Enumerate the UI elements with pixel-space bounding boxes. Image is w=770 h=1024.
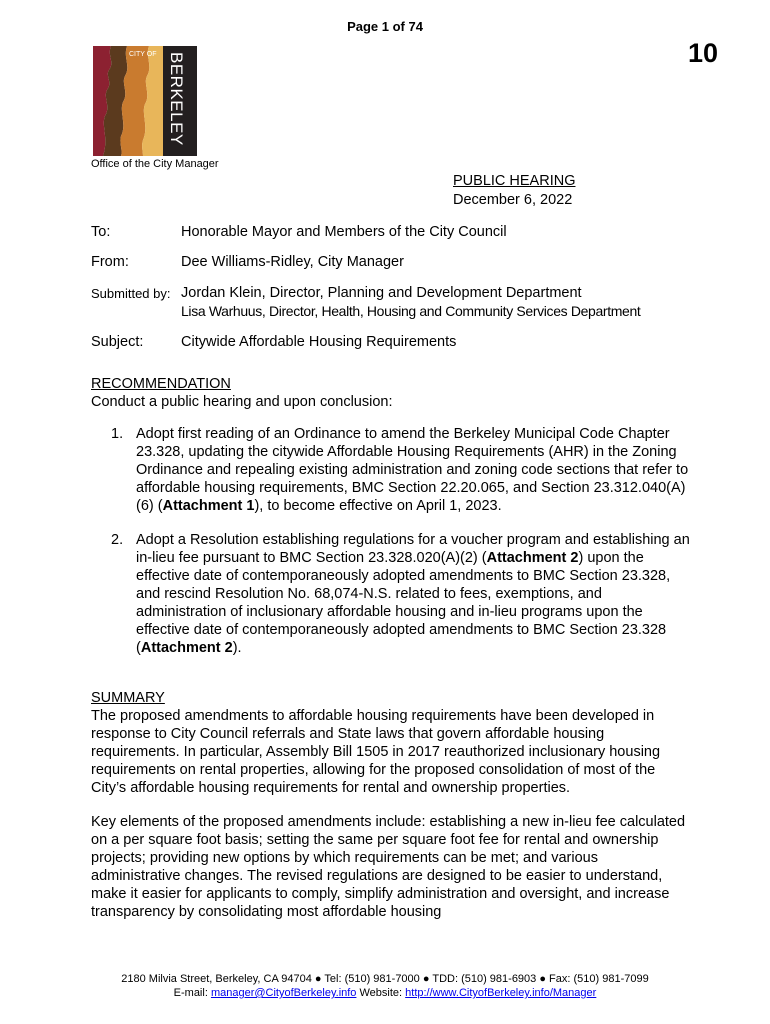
hearing-title: PUBLIC HEARING: [453, 173, 576, 189]
summary-paragraph-1: The proposed amendments to affordable housing requirements have been developed in response to City Council referrals and State laws that govern affordable housing requirements. In particular, Assembly Bill 1505 in 2017 reauthorized inclusionary housing requirements on rental properties, allowing for the proposed consolidation of most of the City’s affordable housing requirements for rental and ownership properties.: [91, 708, 661, 796]
list-item: [91, 531, 691, 657]
footer: [0, 972, 770, 1000]
to-value: Honorable Mayor and Members of the City Council: [181, 224, 507, 240]
from-label: From:: [91, 254, 129, 270]
summary-heading: SUMMARY: [91, 690, 165, 706]
attachment-ref: Attachment 1: [162, 498, 255, 514]
logo-text-city-of: CITY OF: [129, 51, 157, 58]
to-label: To:: [91, 224, 111, 240]
recommendation-section: [91, 375, 691, 411]
agenda-item-number: 10: [687, 38, 718, 68]
page-indicator: Page 1 of 74: [347, 19, 423, 34]
website-label: Website:: [359, 987, 403, 999]
logo-text-berkeley: BERKELEY: [167, 52, 186, 146]
footer-address: 2180 Milvia Street, Berkeley, CA 94704 ● Tel: (510) 981-7000 ● TDD: (510) 981-6903 ● Fax: (510) 981-7099: [121, 973, 649, 985]
list-item-number: 2.: [111, 532, 124, 548]
summary-section: [91, 689, 691, 921]
submitted-by-label: Submitted by:: [91, 286, 171, 301]
email-label: E-mail:: [173, 987, 208, 999]
subject-value: Citywide Affordable Housing Requirements: [181, 334, 457, 350]
attachment-ref: Attachment 2: [140, 640, 233, 656]
recommendation-intro: Conduct a public hearing and upon conclusion:: [91, 394, 393, 410]
list-item-text-middle: ) upon the effective date of contemporaneously adopted amendments to BMC Section 23.328, and rescind Resolution No. 68,074-N.S. related to fees, exemptions, and administration of inclusionary affordable housing and in-lieu programs upon the effective date of contemporaneously adopted amendments to BMC Section 23.328 (: [136, 550, 671, 656]
list-item: [91, 425, 691, 515]
recommendation-list: [91, 425, 691, 657]
list-item-text-end: ), to become effective on April 1, 2023.: [254, 498, 502, 514]
city-of-berkeley-logo: [93, 46, 197, 156]
hearing-date: December 6, 2022: [453, 192, 573, 208]
submitted-by-value-1: Jordan Klein, Director, Planning and Development Department: [181, 285, 582, 301]
list-item-text: Adopt first reading of an Ordinance to amend the Berkeley Municipal Code Chapter 23.328, updating the citywide Affordable Housing Requirements (AHR) in the Zoning Ordinance and repealing existing administration and zoning code sections that refer to affordable housing requirements, BMC Section 22.20.065, and Section 23.312.040(A)(6) (: [136, 426, 689, 514]
submitted-by-value-2: Lisa Warhuus, Director, Health, Housing and Community Services Department: [181, 303, 641, 319]
hearing-block: [453, 172, 575, 210]
from-value: Dee Williams-Ridley, City Manager: [181, 254, 404, 270]
list-item-text-end: ).: [232, 640, 242, 656]
subject-label: Subject:: [91, 334, 144, 350]
summary-paragraph-2: Key elements of the proposed amendments include: establishing a new in-lieu fee calculated on a per square foot basis; setting the same per square foot fee for rental and ownership projects; providing new options by which requirements can be met; and various administrative changes. The revised regulations are designed to be easier to understand, make it easier for applicants to comply, simplify administration and oversight, and increase transparency by consolidating most affordable housing: [91, 814, 686, 920]
list-item-number: 1.: [111, 426, 124, 442]
website-link[interactable]: http://www.CityofBerkeley.info/Manager: [405, 987, 597, 999]
list-item-text: Adopt a Resolution establishing regulations for a voucher program and establishing an in-lieu fee pursuant to BMC Section 23.328.020(A)(2) (: [136, 532, 690, 566]
email-link[interactable]: manager@CityofBerkeley.info: [210, 987, 357, 999]
office-label: Office of the City Manager: [91, 158, 219, 170]
recommendation-heading: RECOMMENDATION: [91, 376, 231, 392]
footer-contact: [0, 986, 770, 1000]
attachment-ref: Attachment 2: [486, 550, 579, 566]
